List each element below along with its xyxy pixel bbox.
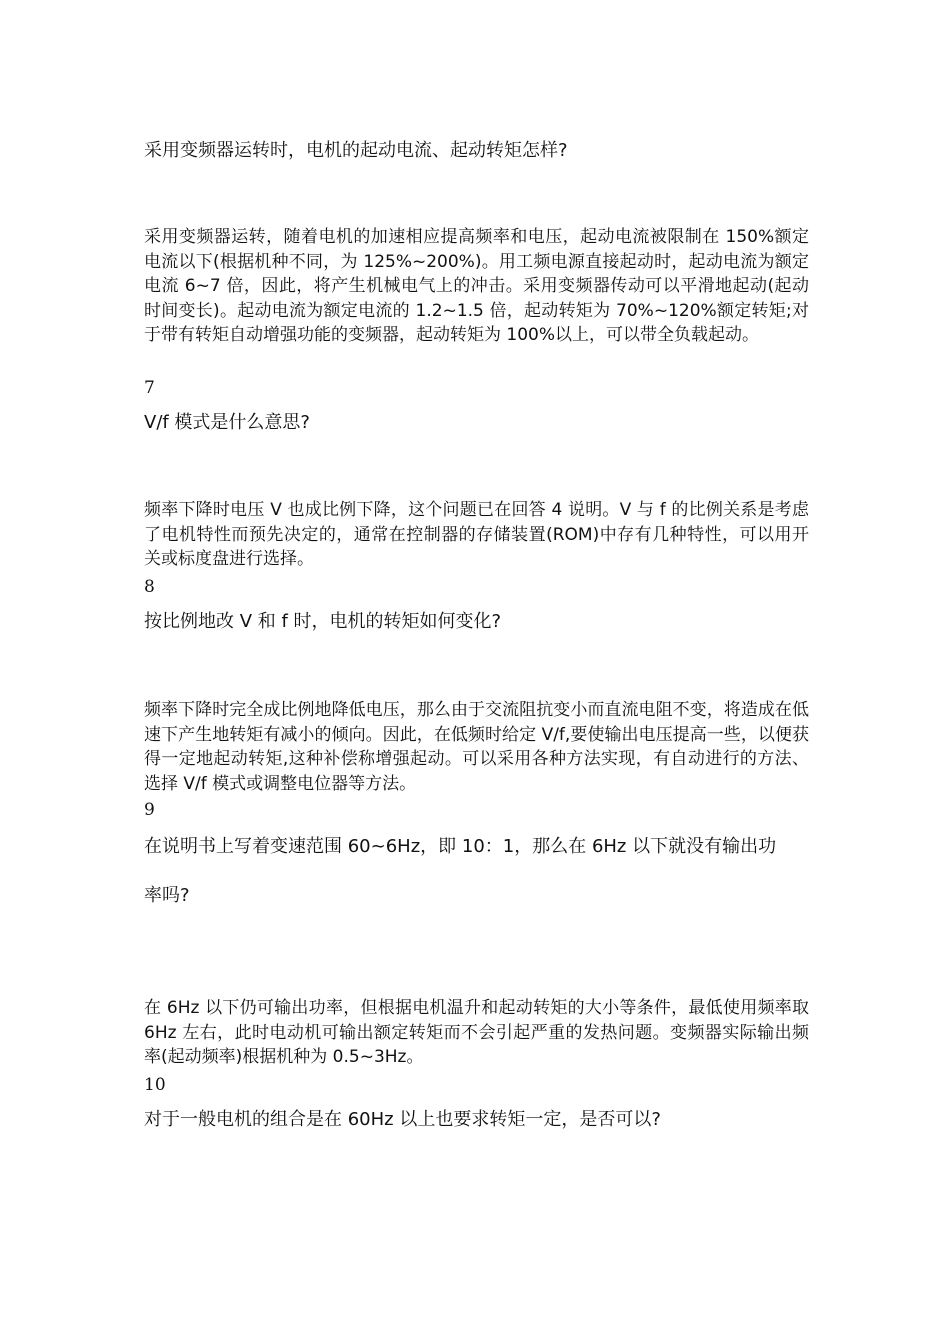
answer-paragraph: 频率下降时电压 V 也成比例下降，这个问题已在回答 4 说明。V 与 f 的比例关系是考虑了电机特性而预先决定的，通常在控制器的存储装置(ROM)中存有几种特性，可以用开关或标度盘进行选择。 (144, 500, 809, 569)
question-number: 9 (144, 800, 155, 820)
question-heading: 对于一般电机的组合是在 60Hz 以上也要求转矩一定，是否可以? (144, 1109, 661, 1130)
question-heading-line-1: 在说明书上写着变速范围 60~6Hz，即 10：1，那么在 6Hz 以下就没有输出功 (144, 836, 777, 857)
answer-paragraph: 频率下降时完全成比例地降低电压，那么由于交流阻抗变小而直流电阻不变，将造成在低速下产生地转矩有减小的倾向。因此，在低频时给定 V/f,要使输出电压提高一些，以便获得一定地起动转矩,这种补偿称增强起动。可以采用各种方法实现，有自动进行的方法、选择 V/f 模式或调整电位器等方法。 (144, 700, 809, 794)
question-heading: V/f 模式是什么意思? (144, 412, 310, 433)
question-number: 8 (144, 577, 155, 597)
question-number: 10 (144, 1075, 166, 1095)
question-number: 7 (144, 378, 155, 398)
answer-paragraph: 采用变频器运转，随着电机的加速相应提高频率和电压，起动电流被限制在 150%额定电流以下(根据机种不同，为 125%~200%)。用工频电源直接起动时，起动电流为额定电流 6~7 倍，因此，将产生机械电气上的冲击。采用变频器传动可以平滑地起动(起动时间变长)。起动电流为额定电流的 1.2~1.5 倍，起动转矩为 70%~120%额定转矩;对于带有转矩自动增强功能的变频器，起动转矩为 100%以上，可以带全负载起动。 (144, 227, 809, 345)
question-heading: 按比例地改 V 和 f 时，电机的转矩如何变化? (144, 611, 502, 632)
question-heading-line-2: 率吗? (144, 885, 190, 906)
answer-paragraph: 在 6Hz 以下仍可输出功率，但根据电机温升和起动转矩的大小等条件，最低使用频率取 6Hz 左右，此时电动机可输出额定转矩而不会引起严重的发热问题。变频器实际输出频率(起动频率)根据机种为 0.5~3Hz。 (144, 998, 809, 1067)
question-heading: 采用变频器运转时，电机的起动电流、起动转矩怎样? (144, 140, 568, 161)
